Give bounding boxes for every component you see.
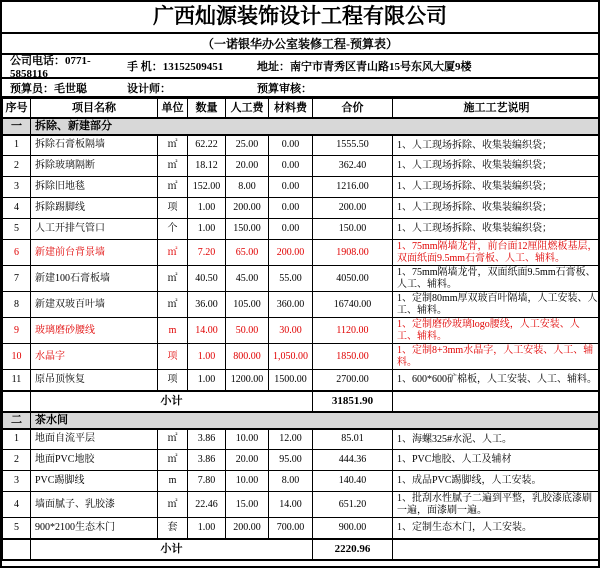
material-cost-cell: 8.00 bbox=[269, 471, 313, 492]
quantity-cell: 14.00 bbox=[188, 318, 226, 344]
quantity-cell: 40.50 bbox=[188, 266, 226, 292]
unit-cell: ㎡ bbox=[158, 156, 188, 177]
col-header-unit: 单位 bbox=[158, 99, 188, 118]
row-no: 4 bbox=[3, 198, 31, 219]
total-price-cell: 1555.50 bbox=[313, 135, 393, 156]
quantity-cell: 7.80 bbox=[188, 471, 226, 492]
section-title: 茶水间 bbox=[31, 412, 600, 429]
process-description-cell: 1、批刮水性腻子二遍到平整，乳胶漆底漆刷一遍，面漆刷一遍。 bbox=[393, 492, 600, 518]
contact-info-row bbox=[2, 55, 598, 79]
process-description-cell: 1、75mm隔墙龙骨，前台面12厘阻燃板基层，双面纸面9.5mm石膏板、人工、辅料。 bbox=[393, 240, 600, 266]
address-value: 南宁市青秀区青山路15号东风大厦9楼 bbox=[290, 61, 472, 73]
process-description-cell: 1、人工现场拆除、收集装编织袋； bbox=[393, 156, 600, 177]
total-price-cell: 4050.00 bbox=[313, 266, 393, 292]
process-description-cell: 1、PVC地胶、人工及辅材 bbox=[393, 450, 600, 471]
material-cost-cell: 0.00 bbox=[269, 177, 313, 198]
row-no: 9 bbox=[3, 318, 31, 344]
total-price-cell: 1120.00 bbox=[313, 318, 393, 344]
designer-field bbox=[127, 80, 257, 96]
material-cost-cell: 14.00 bbox=[269, 492, 313, 518]
row-no: 1 bbox=[3, 429, 31, 450]
subtotal-row bbox=[3, 539, 600, 560]
item-name: 拆除踢脚线 bbox=[31, 198, 158, 219]
row-no: 2 bbox=[3, 156, 31, 177]
total-price-cell: 362.40 bbox=[313, 156, 393, 177]
item-name: 水晶字 bbox=[31, 344, 158, 370]
subtotal-value: 31851.90 bbox=[313, 391, 393, 412]
quantity-cell: 7.20 bbox=[188, 240, 226, 266]
table-row bbox=[3, 370, 600, 391]
estimator-field bbox=[10, 80, 127, 96]
item-name: PVC踢脚线 bbox=[31, 471, 158, 492]
row-no: 5 bbox=[3, 518, 31, 539]
table-row bbox=[3, 450, 600, 471]
table-row bbox=[3, 135, 600, 156]
unit-cell: 项 bbox=[158, 370, 188, 391]
staff-info-row bbox=[2, 79, 598, 98]
phone-label: 公司电话： bbox=[10, 55, 65, 67]
labor-cost-cell: 105.00 bbox=[226, 292, 269, 318]
item-name: 新建前台背景墙 bbox=[31, 240, 158, 266]
estimator-label: 预算员： bbox=[10, 82, 54, 95]
total-price-cell: 444.36 bbox=[313, 450, 393, 471]
subtotal-label: 小计 bbox=[31, 539, 313, 560]
material-cost-cell: 0.00 bbox=[269, 156, 313, 177]
material-cost-cell: 360.00 bbox=[269, 292, 313, 318]
labor-cost-cell: 50.00 bbox=[226, 318, 269, 344]
total-price-cell: 651.20 bbox=[313, 492, 393, 518]
section-title: 拆除、新建部分 bbox=[31, 118, 600, 135]
item-name: 人工开排气管口 bbox=[31, 219, 158, 240]
project-subtitle: （一诺银华办公室装修工程-预算表） bbox=[2, 34, 598, 55]
quantity-cell: 62.22 bbox=[188, 135, 226, 156]
col-header-quantity: 数量 bbox=[188, 99, 226, 118]
unit-cell: ㎡ bbox=[158, 450, 188, 471]
table-row bbox=[3, 344, 600, 370]
item-name: 地面PVC地胶 bbox=[31, 450, 158, 471]
subtotal-empty-desc-cell bbox=[393, 539, 600, 560]
mobile-field bbox=[127, 58, 257, 74]
unit-cell: 套 bbox=[158, 518, 188, 539]
process-description-cell: 1、人工现场拆除、收集装编织袋； bbox=[393, 135, 600, 156]
labor-cost-cell: 25.00 bbox=[226, 135, 269, 156]
total-price-cell: 2700.00 bbox=[313, 370, 393, 391]
process-description-cell: 1、海螺325#水泥、人工。 bbox=[393, 429, 600, 450]
process-description-cell: 1、人工现场拆除、收集装编织袋； bbox=[393, 219, 600, 240]
item-name: 新建双玻百叶墙 bbox=[31, 292, 158, 318]
address-field bbox=[257, 58, 598, 74]
unit-cell: ㎡ bbox=[158, 492, 188, 518]
material-cost-cell: 700.00 bbox=[269, 518, 313, 539]
company-title: 广西灿源装饰设计工程有限公司 bbox=[2, 2, 598, 34]
row-no: 10 bbox=[3, 344, 31, 370]
total-price-cell: 1850.00 bbox=[313, 344, 393, 370]
process-description-cell: 1、定制生态木门，人工安装。 bbox=[393, 518, 600, 539]
labor-cost-cell: 20.00 bbox=[226, 450, 269, 471]
process-description-cell: 1、成品PVC踢脚线，人工安装。 bbox=[393, 471, 600, 492]
total-price-cell: 1216.00 bbox=[313, 177, 393, 198]
section-header-row bbox=[3, 412, 600, 429]
designer-label: 设计师： bbox=[127, 82, 171, 95]
item-name: 新建100石膏板墙 bbox=[31, 266, 158, 292]
process-description-cell: 1、人工现场拆除、收集装编织袋； bbox=[393, 198, 600, 219]
item-name: 原吊顶恢复 bbox=[31, 370, 158, 391]
row-no: 3 bbox=[3, 177, 31, 198]
material-cost-cell: 95.00 bbox=[269, 450, 313, 471]
subtotal-empty-no-cell bbox=[3, 391, 31, 412]
item-name: 玻璃磨砂腰线 bbox=[31, 318, 158, 344]
total-price-cell: 85.01 bbox=[313, 429, 393, 450]
process-description-cell: 1、600*600矿棉板，人工安装、人工、辅料。 bbox=[393, 370, 600, 391]
labor-cost-cell: 10.00 bbox=[226, 471, 269, 492]
material-cost-cell: 1500.00 bbox=[269, 370, 313, 391]
material-cost-cell: 30.00 bbox=[269, 318, 313, 344]
col-header-no: 序号 bbox=[3, 99, 31, 118]
unit-cell: ㎡ bbox=[158, 292, 188, 318]
material-cost-cell: 0.00 bbox=[269, 219, 313, 240]
total-price-cell: 150.00 bbox=[313, 219, 393, 240]
unit-cell: 个 bbox=[158, 219, 188, 240]
col-header-material-cost: 材料费 bbox=[269, 99, 313, 118]
quantity-cell: 22.46 bbox=[188, 492, 226, 518]
subtotal-value: 2220.96 bbox=[313, 539, 393, 560]
row-no: 4 bbox=[3, 492, 31, 518]
labor-cost-cell: 8.00 bbox=[226, 177, 269, 198]
unit-cell: ㎡ bbox=[158, 429, 188, 450]
unit-cell: m bbox=[158, 318, 188, 344]
unit-cell: 项 bbox=[158, 344, 188, 370]
col-header-labor-cost: 人工费 bbox=[226, 99, 269, 118]
quantity-cell: 3.86 bbox=[188, 450, 226, 471]
mobile-label: 手 机： bbox=[127, 61, 163, 73]
row-no: 6 bbox=[3, 240, 31, 266]
audit-field bbox=[257, 80, 598, 96]
total-price-cell: 140.40 bbox=[313, 471, 393, 492]
labor-cost-cell: 800.00 bbox=[226, 344, 269, 370]
row-no: 2 bbox=[3, 450, 31, 471]
budget-table-body bbox=[3, 118, 600, 560]
table-row bbox=[3, 318, 600, 344]
address-label: 地址： bbox=[257, 61, 290, 73]
quantity-cell: 1.00 bbox=[188, 198, 226, 219]
total-price-cell: 900.00 bbox=[313, 518, 393, 539]
total-price-cell: 1908.00 bbox=[313, 240, 393, 266]
subtotal-row bbox=[3, 391, 600, 412]
mobile-value: 13152509451 bbox=[162, 61, 224, 73]
table-row bbox=[3, 429, 600, 450]
subtotal-empty-no-cell bbox=[3, 539, 31, 560]
item-name: 拆除玻璃隔断 bbox=[31, 156, 158, 177]
process-description-cell: 1、定制8+3mm水晶字，人工安装、人工、辅料。 bbox=[393, 344, 600, 370]
process-description-cell: 1、定制80mm厚双玻百叶隔墙，人工安装、人工、辅料。 bbox=[393, 292, 600, 318]
unit-cell: ㎡ bbox=[158, 135, 188, 156]
total-price-cell: 16740.00 bbox=[313, 292, 393, 318]
table-row bbox=[3, 156, 600, 177]
item-name: 墙面腻子、乳胶漆 bbox=[31, 492, 158, 518]
budget-table bbox=[2, 98, 600, 561]
item-name: 拆除旧地毯 bbox=[31, 177, 158, 198]
process-description-cell: 1、人工现场拆除、收集装编织袋； bbox=[393, 177, 600, 198]
total-price-cell: 200.00 bbox=[313, 198, 393, 219]
material-cost-cell: 1,050.00 bbox=[269, 344, 313, 370]
section-no: 一 bbox=[3, 118, 31, 135]
material-cost-cell: 0.00 bbox=[269, 135, 313, 156]
table-row bbox=[3, 471, 600, 492]
table-row bbox=[3, 240, 600, 266]
row-no: 3 bbox=[3, 471, 31, 492]
section-no: 二 bbox=[3, 412, 31, 429]
col-header-item-name: 项目名称 bbox=[31, 99, 158, 118]
item-name: 拆除石膏板隔墙 bbox=[31, 135, 158, 156]
material-cost-cell: 0.00 bbox=[269, 198, 313, 219]
audit-label: 预算审核： bbox=[257, 82, 312, 95]
row-no: 11 bbox=[3, 370, 31, 391]
phone-field bbox=[10, 52, 127, 80]
table-row bbox=[3, 492, 600, 518]
labor-cost-cell: 20.00 bbox=[226, 156, 269, 177]
labor-cost-cell: 150.00 bbox=[226, 219, 269, 240]
unit-cell: ㎡ bbox=[158, 240, 188, 266]
quantity-cell: 1.00 bbox=[188, 370, 226, 391]
unit-cell: ㎡ bbox=[158, 266, 188, 292]
row-no: 7 bbox=[3, 266, 31, 292]
table-row bbox=[3, 292, 600, 318]
quantity-cell: 1.00 bbox=[188, 344, 226, 370]
labor-cost-cell: 45.00 bbox=[226, 266, 269, 292]
material-cost-cell: 200.00 bbox=[269, 240, 313, 266]
col-header-process-description: 施工工艺说明 bbox=[393, 99, 600, 118]
table-row bbox=[3, 219, 600, 240]
subtotal-label: 小计 bbox=[31, 391, 313, 412]
quantity-cell: 152.00 bbox=[188, 177, 226, 198]
item-name: 地面自流平层 bbox=[31, 429, 158, 450]
material-cost-cell: 55.00 bbox=[269, 266, 313, 292]
unit-cell: ㎡ bbox=[158, 177, 188, 198]
labor-cost-cell: 200.00 bbox=[226, 198, 269, 219]
process-description-cell: 1、75mm隔墙龙骨，双面纸面9.5mm石膏板、人工、辅料。 bbox=[393, 266, 600, 292]
labor-cost-cell: 15.00 bbox=[226, 492, 269, 518]
phone-value: 0771-5858116 bbox=[10, 55, 91, 80]
unit-cell: m bbox=[158, 471, 188, 492]
table-row bbox=[3, 518, 600, 539]
table-row bbox=[3, 266, 600, 292]
item-name: 900*2100生态木门 bbox=[31, 518, 158, 539]
material-cost-cell: 12.00 bbox=[269, 429, 313, 450]
section-header-row bbox=[3, 118, 600, 135]
row-no: 1 bbox=[3, 135, 31, 156]
quantity-cell: 1.00 bbox=[188, 518, 226, 539]
row-no: 8 bbox=[3, 292, 31, 318]
quantity-cell: 1.00 bbox=[188, 219, 226, 240]
col-header-total-price: 合价 bbox=[313, 99, 393, 118]
labor-cost-cell: 200.00 bbox=[226, 518, 269, 539]
quantity-cell: 36.00 bbox=[188, 292, 226, 318]
process-description-cell: 1、定制磨砂玻璃logo腰线，人工安装、人工、辅料。 bbox=[393, 318, 600, 344]
labor-cost-cell: 10.00 bbox=[226, 429, 269, 450]
labor-cost-cell: 65.00 bbox=[226, 240, 269, 266]
estimator-value: 毛世聪 bbox=[54, 82, 87, 95]
subtotal-empty-desc-cell bbox=[393, 391, 600, 412]
table-row bbox=[3, 177, 600, 198]
table-row bbox=[3, 198, 600, 219]
quantity-cell: 3.86 bbox=[188, 429, 226, 450]
quantity-cell: 18.12 bbox=[188, 156, 226, 177]
row-no: 5 bbox=[3, 219, 31, 240]
labor-cost-cell: 1200.00 bbox=[226, 370, 269, 391]
column-header-row bbox=[3, 99, 600, 118]
unit-cell: 项 bbox=[158, 198, 188, 219]
